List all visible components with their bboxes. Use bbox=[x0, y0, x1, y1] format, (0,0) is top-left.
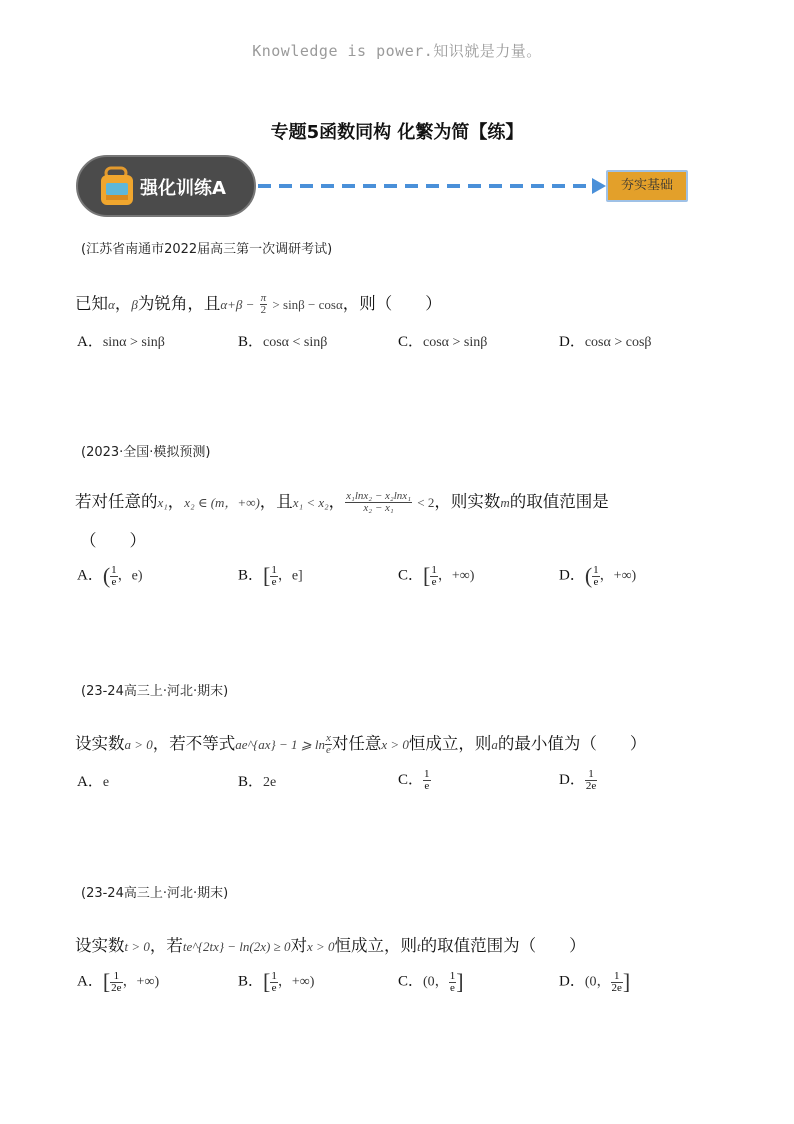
q1-pi: π bbox=[260, 292, 267, 304]
q4-stem-mid1: ，若 bbox=[149, 936, 183, 955]
q3-option-a-text: e bbox=[102, 775, 110, 790]
q2-x1-lt-x2: x₁ < x₂ bbox=[292, 495, 329, 510]
q3-ln-num: x bbox=[325, 732, 331, 744]
q4-t: t bbox=[417, 939, 421, 954]
q4-option-c-label: C． bbox=[398, 973, 424, 990]
q3-stem-mid1: ，若不等式 bbox=[152, 734, 236, 753]
q2-option-b-den: e bbox=[271, 575, 277, 588]
q1-option-c-text: cosα > sinβ bbox=[423, 335, 488, 350]
q4-option-b-open: [ bbox=[263, 969, 271, 994]
q4-inequality: te^{2tx} − ln(2x) ≥ 0 bbox=[182, 939, 291, 954]
q2-option-a[interactable] bbox=[77, 563, 143, 589]
q3-option-c-num: 1 bbox=[424, 768, 430, 781]
q3-option-c[interactable] bbox=[398, 768, 431, 792]
q2-x2-range: x₂ ∈ (m，+∞) bbox=[184, 495, 260, 510]
q3-stem-mid3: 恒成立，则 bbox=[408, 734, 492, 753]
q1-two: 2 bbox=[260, 304, 267, 316]
q1-option-b-text: cosα < sinβ bbox=[263, 335, 328, 350]
q2-stem: 若对任意的x₁，x₂ ∈ (m，+∞)，且x₁ < x₂， $\frac{\text{x₁lnx₂ − x₂lnx₁}}{\text{x₂ − x₁}}$ < 2，则实数m的取值范围是 bbox=[75, 490, 609, 514]
q4-option-a-label: A． bbox=[77, 973, 103, 990]
q4-source: (23-24高三上·河北·期末) bbox=[81, 886, 229, 901]
q3-option-d-den: 2e bbox=[585, 780, 597, 793]
q2-m: m bbox=[500, 495, 510, 510]
q3-option-d-label: D． bbox=[559, 772, 585, 788]
q2-x1: x₁ bbox=[157, 495, 168, 510]
q1-stem: 已知α，β为锐角，且α+β − $\frac{\pi}{2}$ > sinβ − cosα，则（ ） bbox=[75, 292, 442, 316]
q4-stem-post: 的取值范围为（ ） bbox=[420, 936, 586, 955]
dashed-arrow bbox=[256, 176, 608, 196]
q2-source: (2023·全国·模拟预测) bbox=[81, 445, 211, 460]
q3-option-d-num: 1 bbox=[585, 769, 597, 781]
q2-comma: ， bbox=[167, 492, 185, 511]
q2-stem-pre: 若对任意的 bbox=[75, 492, 158, 511]
q2-stem-post1: ，则实数 bbox=[434, 492, 501, 511]
q3-stem bbox=[75, 730, 646, 756]
q3-option-a-label: A． bbox=[77, 774, 103, 790]
q3-option-b-text: 2e bbox=[263, 775, 277, 790]
q2-option-c[interactable] bbox=[398, 563, 474, 589]
level-stamp: 夯实基础 bbox=[606, 170, 688, 202]
q2-option-b-open: [ bbox=[263, 563, 271, 588]
q2-option-b[interactable] bbox=[238, 563, 303, 589]
watermark-text: Knowledge is power.知识就是力量。 bbox=[252, 42, 542, 60]
q4-option-b-den: e bbox=[271, 981, 277, 994]
q4-option-d-open: (0， bbox=[584, 974, 611, 990]
q1-alpha: α bbox=[108, 297, 115, 312]
q2-fraction-numerator: x₁lnx₂ − x₂lnx₁ bbox=[346, 490, 412, 502]
q4-x-gt-zero: x > 0 bbox=[306, 939, 335, 954]
q3-a: a bbox=[491, 737, 498, 752]
q4-option-c-num: 1 bbox=[449, 969, 456, 982]
q4-option-a-close: ，+∞) bbox=[122, 974, 160, 990]
q4-option-c-close: ] bbox=[456, 969, 464, 994]
q2-option-c-close: ，+∞) bbox=[437, 568, 475, 584]
q2-option-c-label: C． bbox=[398, 567, 424, 584]
q3-option-d[interactable] bbox=[559, 768, 597, 792]
q2-option-d-label: D． bbox=[559, 567, 585, 584]
q2-option-c-den: e bbox=[431, 575, 437, 588]
q4-option-d-den: 2e bbox=[611, 981, 622, 994]
q4-option-c-open: (0， bbox=[423, 974, 449, 990]
q4-option-d[interactable] bbox=[559, 969, 630, 995]
q2-option-d-close: ，+∞) bbox=[599, 568, 637, 584]
q2-option-c-num: 1 bbox=[431, 563, 437, 576]
q4-option-d-label: D． bbox=[559, 973, 585, 990]
q4-option-b[interactable] bbox=[238, 969, 314, 995]
q4-option-a-den: 2e bbox=[111, 981, 122, 994]
q4-option-b-label: B． bbox=[238, 973, 264, 990]
q3-x-gt-zero: x > 0 bbox=[381, 737, 409, 752]
section-badge-label: 强化训练A bbox=[140, 178, 226, 199]
q2-blank: （ ） bbox=[80, 531, 146, 550]
q1-stem-mid: 为锐角，且 bbox=[137, 294, 221, 313]
q4-stem-mid3: 恒成立，则 bbox=[334, 936, 418, 955]
q3-option-c-den: e bbox=[424, 780, 430, 793]
q3-stem-post: 的最小值为（ ） bbox=[497, 734, 647, 753]
q4-stem-pre: 设实数 bbox=[75, 936, 125, 955]
q1-cond-a: α+β − bbox=[220, 297, 255, 312]
q4-option-a-open: [ bbox=[102, 969, 111, 994]
q1-stem-pre: 已知 bbox=[75, 294, 108, 313]
q2-stem-post2: 的取值范围是 bbox=[509, 492, 609, 511]
q2-option-d[interactable] bbox=[559, 563, 636, 589]
q4-t-gt-zero: t > 0 bbox=[124, 939, 150, 954]
q1-option-c[interactable] bbox=[398, 330, 487, 351]
q1-option-d[interactable] bbox=[559, 330, 652, 351]
page-title: 专题5函数同构 化繁为简【练】 bbox=[270, 122, 524, 143]
q2-option-b-close: ，e] bbox=[277, 568, 303, 584]
q3-option-c-label: C． bbox=[398, 772, 424, 788]
q2-option-d-num: 1 bbox=[593, 563, 599, 576]
q1-option-b[interactable] bbox=[238, 330, 327, 351]
q4-option-d-close: ] bbox=[622, 969, 631, 994]
q3-source: (23-24高三上·河北·期末) bbox=[81, 684, 229, 699]
q3-stem-pre: 设实数 bbox=[75, 734, 125, 753]
q4-option-c-den: e bbox=[449, 981, 455, 994]
q2-option-d-den: e bbox=[593, 575, 599, 588]
q4-option-d-num: 1 bbox=[611, 971, 623, 983]
q4-stem-mid2: 对 bbox=[290, 936, 307, 955]
q1-stem-post: ，则（ ） bbox=[342, 294, 442, 313]
q2-fraction-denominator: x₂ − x₁ bbox=[363, 502, 394, 514]
q1-option-d-label: D． bbox=[559, 334, 585, 350]
q1-cond-b: > sinβ − cosα bbox=[272, 297, 343, 312]
q4-stem bbox=[75, 932, 586, 956]
q3-option-a[interactable] bbox=[77, 770, 109, 791]
q2-option-a-open: ( bbox=[102, 563, 111, 588]
q1-option-b-label: B． bbox=[238, 334, 264, 350]
q4-option-c[interactable] bbox=[398, 969, 464, 995]
backpack-icon bbox=[98, 165, 138, 207]
q2-option-a-num: 1 bbox=[111, 563, 117, 576]
q4-option-a[interactable] bbox=[77, 969, 159, 995]
q2-lt-two: < 2 bbox=[417, 495, 435, 510]
q3-a-gt-zero: a > 0 bbox=[124, 737, 153, 752]
q2-option-a-label: A． bbox=[77, 567, 103, 584]
q2-option-a-den: e bbox=[111, 575, 117, 588]
q1-pi-fraction bbox=[260, 293, 268, 316]
q3-ln-den: e bbox=[325, 744, 331, 756]
q2-option-c-open: [ bbox=[423, 563, 431, 588]
q3-option-b[interactable] bbox=[238, 770, 276, 791]
q2-option-a-close: ，e) bbox=[117, 568, 143, 584]
q1-option-a-label: A． bbox=[77, 334, 103, 350]
q3-inequality: ae^{ax} − 1 ⩾ ln bbox=[235, 737, 325, 752]
q3-option-b-label: B． bbox=[238, 774, 264, 790]
q1-option-c-label: C． bbox=[398, 334, 424, 350]
q4-option-a-num: 1 bbox=[110, 971, 122, 983]
q2-option-d-open: ( bbox=[584, 563, 593, 588]
q1-option-d-text: cosα > cosβ bbox=[584, 335, 652, 350]
q1-source: (江苏省南通市2022届高三第一次调研考试) bbox=[81, 242, 333, 257]
q4-option-b-close: ，+∞) bbox=[277, 974, 315, 990]
q2-fraction bbox=[345, 491, 412, 514]
q1-option-a[interactable] bbox=[77, 330, 165, 351]
q1-beta: β bbox=[131, 297, 138, 312]
q3-stem-mid2: 对任意 bbox=[331, 734, 382, 753]
q2-stem-mid: ，且 bbox=[259, 492, 293, 511]
q2-option-b-label: B． bbox=[238, 567, 264, 584]
q1-option-a-text: sinα > sinβ bbox=[102, 335, 165, 350]
q4-option-b-num: 1 bbox=[271, 969, 277, 982]
q2-option-b-num: 1 bbox=[271, 563, 277, 576]
